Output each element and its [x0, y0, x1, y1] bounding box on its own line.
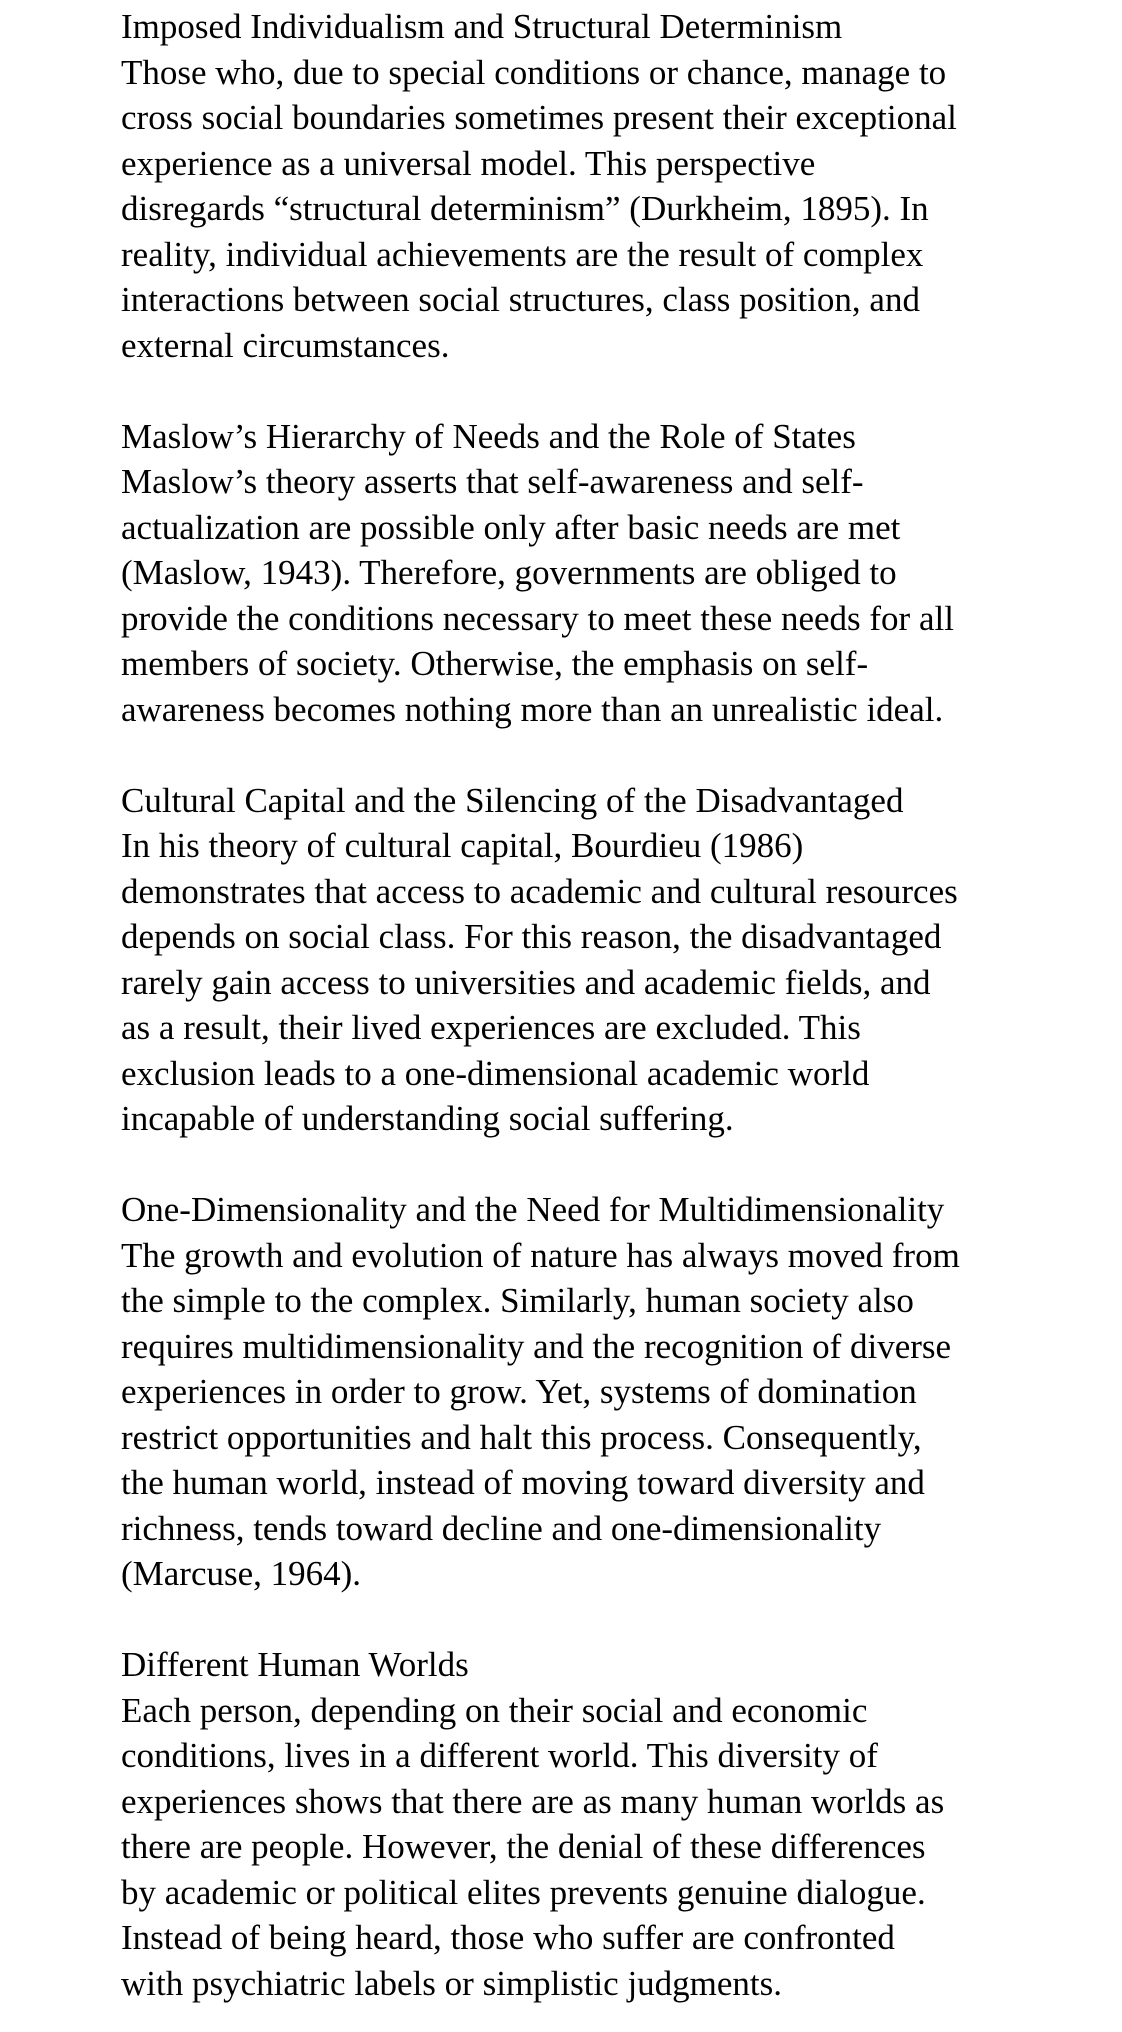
text-line: the simple to the complex. Similarly, human society also	[121, 1281, 914, 1320]
paragraph-section	[121, 778, 1092, 1142]
text-line: as a result, their lived experiences are excluded. This	[121, 1008, 861, 1047]
text-line: depends on social class. For this reason, the disadvantaged	[121, 917, 942, 956]
section-heading: Cultural Capital and the Silencing of the Disadvantaged	[121, 780, 904, 820]
text-line: experiences in order to grow. Yet, systems of domination	[121, 1372, 917, 1411]
text-line: incapable of understanding social suffering.	[121, 1099, 734, 1138]
text-line: external circumstances.	[121, 325, 450, 365]
text-line: The growth and evolution of nature has always moved from	[121, 1235, 960, 1275]
text-line: actualization are possible only after basic needs are met	[121, 507, 901, 547]
text-line: richness, tends toward decline and one-dimensionality	[121, 1508, 882, 1548]
text-line: Maslow’s theory asserts that self-awareness and self-	[121, 462, 864, 501]
text-line: there are people. However, the denial of these differences	[121, 1827, 926, 1866]
text-line: Those who, due to special conditions or chance, manage to	[121, 52, 947, 92]
paragraph-section	[121, 1642, 1092, 2006]
text-line: requires multidimensionality and the recognition of diverse	[121, 1326, 952, 1366]
text-line: rarely gain access to universities and academic fields, and	[121, 962, 931, 1002]
text-line: demonstrates that access to academic and cultural resources	[121, 871, 958, 911]
text-line: provide the conditions necessary to meet these needs for all	[121, 598, 954, 638]
text-line: disregards “structural determinism” (Durkheim, 1895). In	[121, 189, 929, 228]
text-line: reality, individual achievements are the result of complex	[121, 234, 924, 274]
text-line: awareness becomes nothing more than an unrealistic ideal.	[121, 689, 944, 729]
text-line: (Marcuse, 1964).	[121, 1554, 362, 1593]
paragraph-section	[121, 4, 1092, 368]
text-line: exclusion leads to a one-dimensional academic world	[121, 1053, 870, 1093]
text-line: cross social boundaries sometimes present their exceptional	[121, 98, 957, 137]
text-line: members of society. Otherwise, the emphasis on self-	[121, 644, 869, 683]
text-line: experience as a universal model. This perspective	[121, 143, 816, 183]
text-line: Instead of being heard, those who suffer are confronted	[121, 1918, 895, 1957]
text-line: with psychiatric labels or simplistic judgments.	[121, 1963, 783, 2003]
text-line: Each person, depending on their social and economic	[121, 1690, 868, 1730]
text-line: interactions between social structures, class position, and	[121, 280, 920, 319]
text-line: the human world, instead of moving toward diversity and	[121, 1463, 925, 1502]
text-line: In his theory of cultural capital, Bourdieu (1986)	[121, 826, 804, 865]
text-line: conditions, lives in a different world. This diversity of	[121, 1736, 878, 1775]
text-line: experiences shows that there are as many human worlds as	[121, 1781, 945, 1821]
section-heading: Imposed Individualism and Structural Determinism	[121, 7, 843, 46]
text-line: restrict opportunities and halt this process. Consequently,	[121, 1417, 922, 1457]
text-line: (Maslow, 1943). Therefore, governments are obliged to	[121, 553, 897, 592]
paragraph-section	[121, 1187, 1092, 1597]
section-heading: Maslow’s Hierarchy of Needs and the Role of States	[121, 416, 856, 456]
paragraph-section	[121, 414, 1092, 733]
section-heading: Different Human Worlds	[121, 1645, 469, 1684]
section-heading: One-Dimensionality and the Need for Multidimensionality	[121, 1190, 945, 1229]
text-line: by academic or political elites prevents genuine dialogue.	[121, 1872, 926, 1912]
